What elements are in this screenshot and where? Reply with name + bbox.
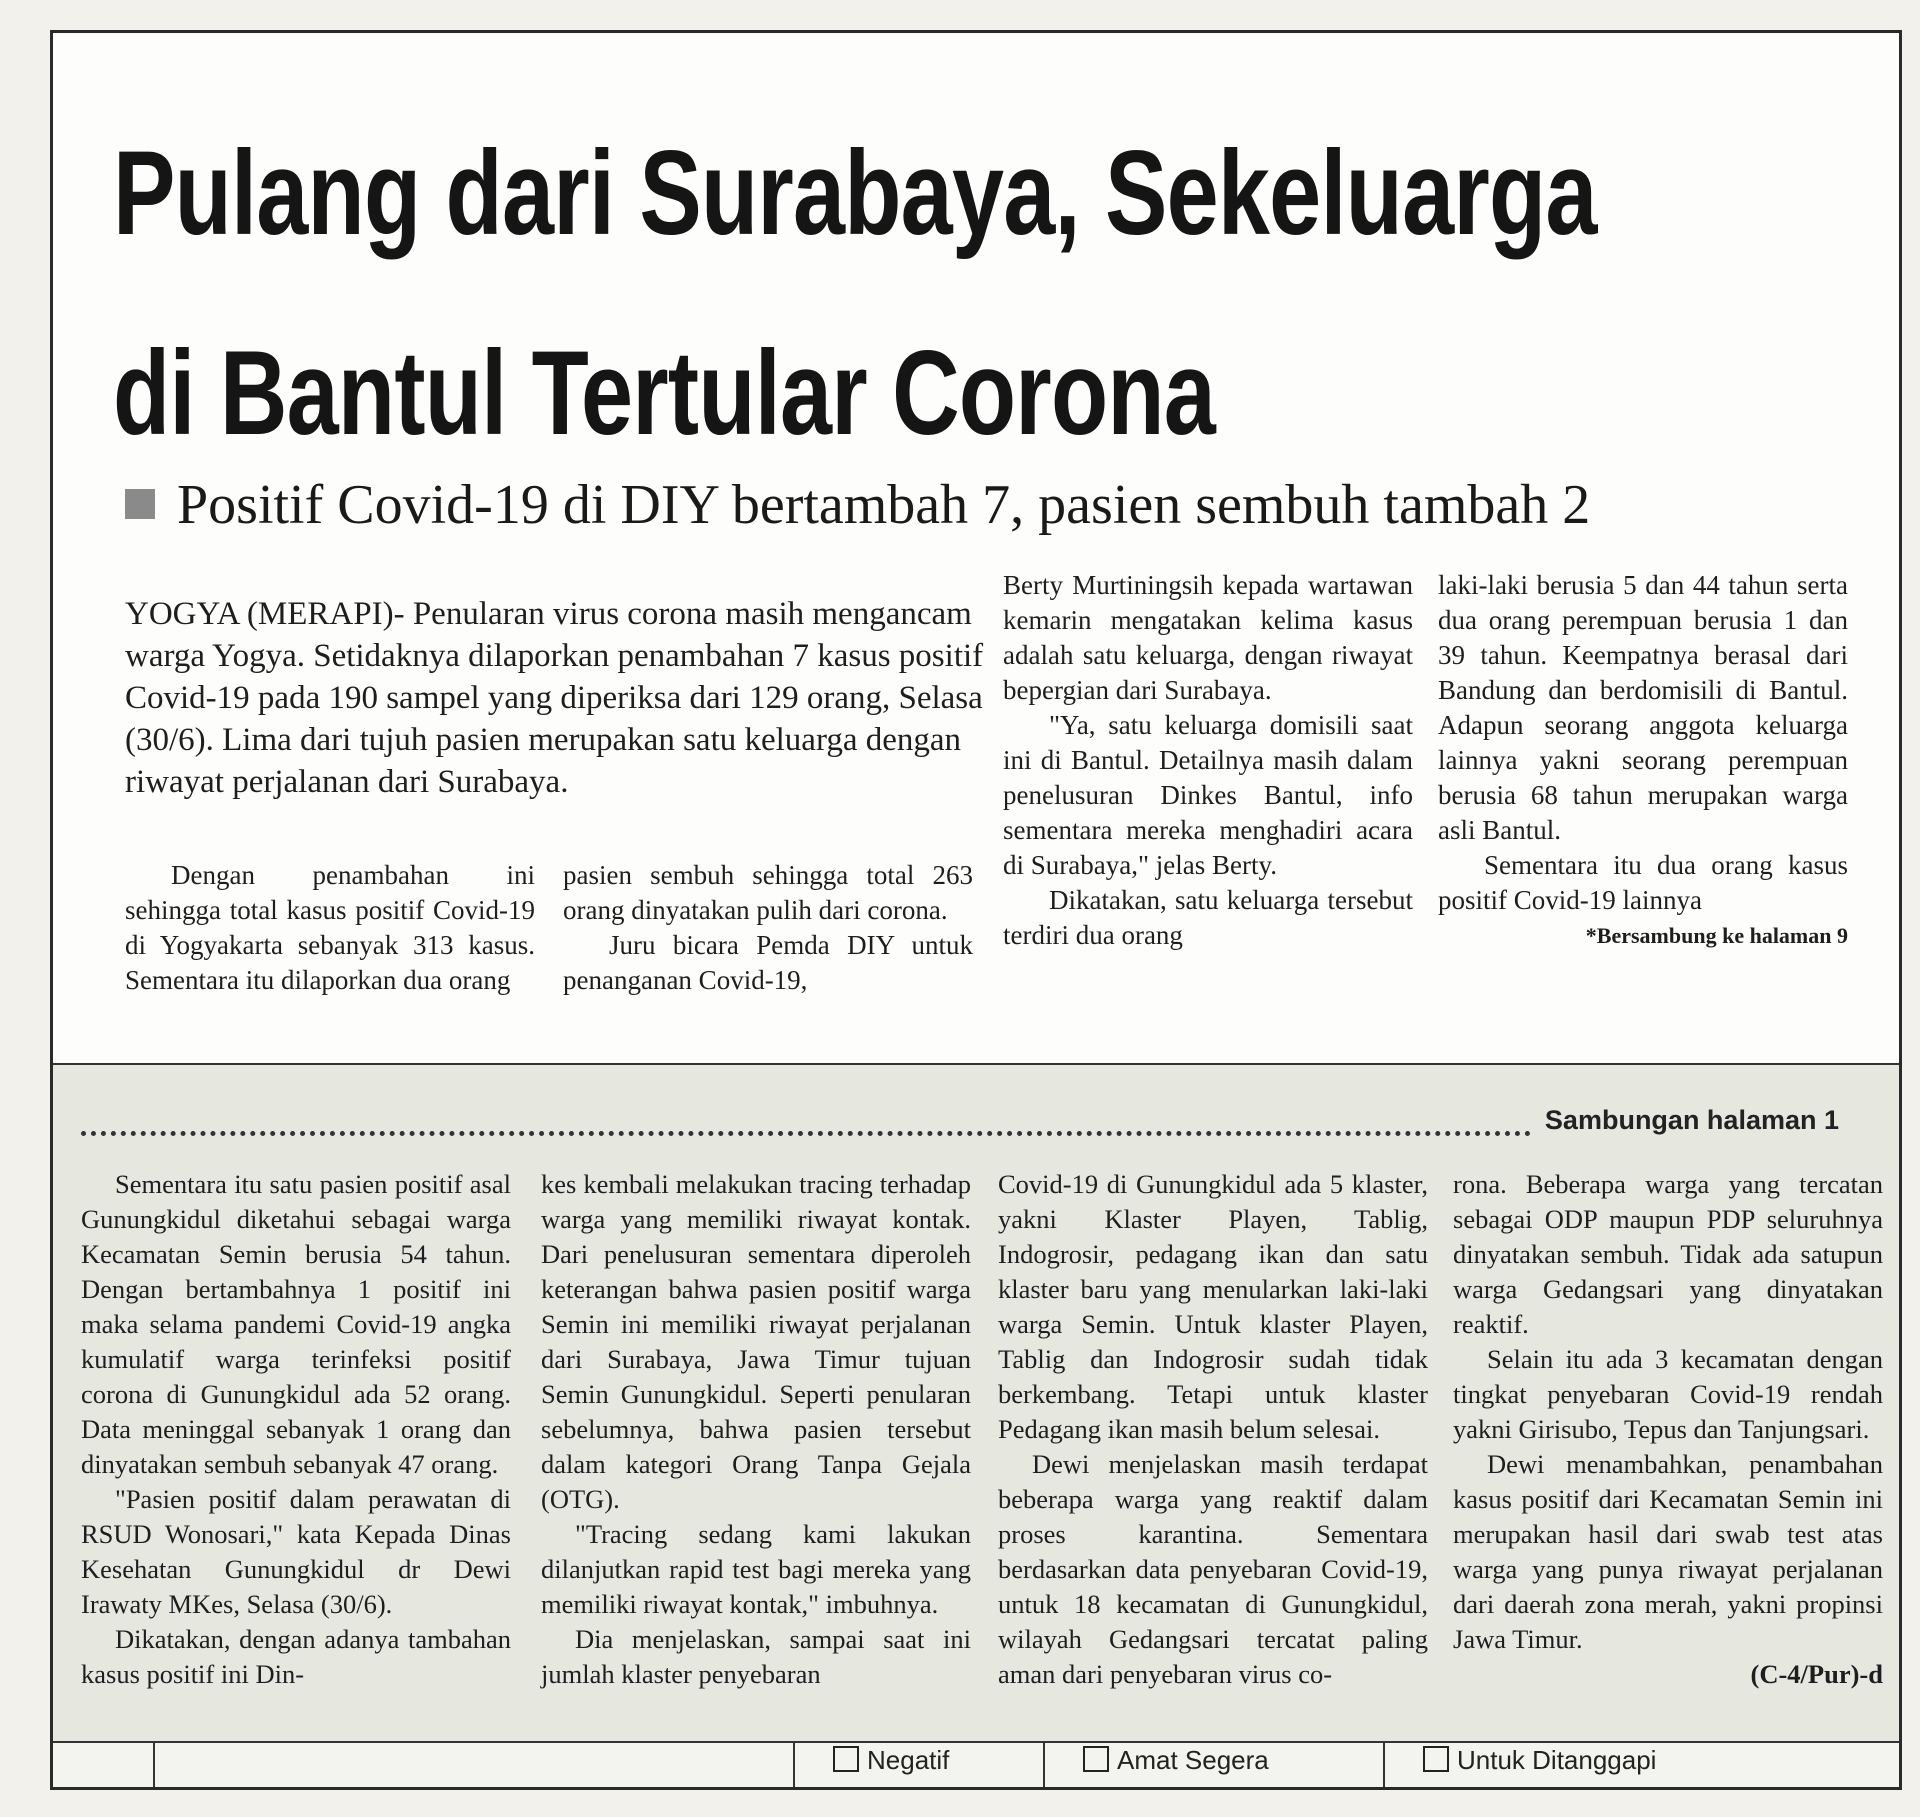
column-divider	[793, 1743, 795, 1787]
subheadline	[125, 473, 1590, 537]
headline-line-2: di Bantul Tertular Corona	[113, 326, 1216, 460]
article-paragraph: kes kembali melakukan tracing terhadap warga yang memiliki riwayat kontak. Dari penelusuran sementara diperoleh keterangan bahwa pasien positif warga Semin ini memiliki riwayat perjalanan dari Surabaya, Jawa Timur tujuan Semin Gunungkidul. Seperti penularan sebelumnya, bahwa pasien tersebut dalam kategori Orang Tanpa Gejala (OTG).	[541, 1169, 971, 1514]
article-paragraph: "Ya, satu keluarga domisili saat ini di Bantul. Detailnya masih dalam penelusuran Dinkes Bantul, info sementara mereka menghadiri acara di Surabaya," jelas Berty.	[1003, 710, 1413, 880]
article-paragraph: Dikatakan, dengan adanya tambahan kasus positif ini Din-	[81, 1624, 511, 1689]
checkbox-negatif[interactable]	[833, 1745, 949, 1776]
form-footer	[53, 1741, 1899, 1787]
continuation-column-1	[81, 1167, 511, 1692]
checkbox-label: Negatif	[867, 1745, 950, 1775]
article-column-3	[1003, 568, 1413, 953]
article-paragraph: Berty Murtiningsih kepada wartawan kemarin mengatakan kelima kasus adalah satu keluarga, dengan riwayat bepergian dari Surabaya.	[1003, 570, 1413, 705]
checkbox-label: Untuk Ditanggapi	[1457, 1745, 1657, 1775]
newspaper-clipping	[50, 30, 1902, 1790]
headline-line-1: Pulang dari Surabaya, Sekeluarga	[113, 126, 1597, 260]
checkbox-icon	[1083, 1746, 1109, 1772]
continued-note: *Bersambung ke halaman 9	[1585, 923, 1848, 948]
article-paragraph: rona. Beberapa warga yang tercatan sebagai ODP maupun PDP seluruhnya dinyatakan sembuh. Tidak ada satupun warga Gedangsari yang dinyatakan reaktif.	[1453, 1169, 1883, 1339]
column-divider	[1043, 1743, 1045, 1787]
continuation-section	[53, 1063, 1899, 1787]
article-paragraph: Dewi menjelaskan masih terdapat beberapa warga yang reaktif dalam proses karantina. Sementara berdasarkan data penyebaran Covid-19, untuk 18 kecamatan di Gunungkidul, wilayah Gedangsari tercatat paling aman dari penyebaran virus co-	[998, 1449, 1428, 1689]
dotted-divider	[81, 1131, 1641, 1136]
article-column-1	[125, 858, 535, 998]
checkbox-label: Amat Segera	[1117, 1745, 1269, 1775]
author-credit: (C-4/Pur)-d	[1750, 1659, 1883, 1689]
article-paragraph: laki-laki berusia 5 dan 44 tahun serta dua orang perempuan berusia 1 dan 39 tahun. Keempatnya berasal dari Bandung dan berdomisili di Bantul. Adapun seorang anggota keluarga lainnya yakni seorang perempuan berusia 68 tahun merupakan warga asli Bantul.	[1438, 570, 1848, 845]
article-paragraph: pasien sembuh sehingga total 263 orang dinyatakan pulih dari corona.	[563, 860, 973, 925]
article-column-4	[1438, 568, 1848, 953]
subheadline-text: Positif Covid-19 di DIY bertambah 7, pasien sembuh tambah 2	[177, 474, 1591, 536]
article-paragraph: Dewi menambahkan, penambahan kasus positif dari Kecamatan Semin ini merupakan hasil dari swab test atas warga yang punya riwayat perjalanan dari daerah zona merah, yakni propinsi Jawa Timur.	[1453, 1449, 1883, 1654]
square-bullet-icon	[125, 489, 155, 519]
article-paragraph: Dia menjelaskan, sampai saat ini jumlah klaster penyebaran	[541, 1624, 971, 1689]
article-paragraph: "Pasien positif dalam perawatan di RSUD Wonosari," kata Kepada Dinas Kesehatan Gunungkidul dr Dewi Irawaty MKes, Selasa (30/6).	[81, 1484, 511, 1619]
article-paragraph: "Tracing sedang kami lakukan dilanjutkan rapid test bagi mereka yang memiliki riwayat kontak," imbuhnya.	[541, 1519, 971, 1619]
article-paragraph: Sementara itu dua orang kasus positif Covid-19 lainnya	[1438, 850, 1848, 915]
article-column-2	[563, 858, 973, 998]
article-top-section	[53, 33, 1899, 1063]
checkbox-icon	[1423, 1746, 1449, 1772]
column-divider	[1383, 1743, 1385, 1787]
continuation-label: Sambungan halaman 1	[1533, 1105, 1839, 1136]
article-paragraph: Dikatakan, satu keluarga tersebut terdiri dua orang	[1003, 885, 1413, 950]
article-paragraph: Sementara itu satu pasien positif asal Gunungkidul diketahui sebagai warga Kecamatan Semin berusia 54 tahun. Dengan bertambahnya 1 positif ini maka selama pandemi Covid-19 angka kumulatif warga terinfeksi positif corona di Gunungkidul ada 52 orang. Data meninggal sebanyak 1 orang dan dinyatakan sembuh sebanyak 47 orang.	[81, 1169, 511, 1479]
article-paragraph: Dengan penambahan ini sehingga total kasus positif Covid-19 di Yogyakarta sebanyak 313 kasus. Sementara itu dilaporkan dua orang	[125, 860, 535, 995]
checkbox-untuk-ditanggapi[interactable]	[1423, 1745, 1656, 1776]
lead-paragraph: YOGYA (MERAPI)- Penularan virus corona masih mengancam warga Yogya. Setidaknya dilaporkan penambahan 7 kasus positif Covid-19 pada 190 sampel yang diperiksa dari 129 orang, Selasa (30/6). Lima dari tujuh pasien merupakan satu keluarga dengan riwayat perjalanan dari Surabaya.	[125, 596, 984, 800]
continuation-column-4	[1453, 1167, 1883, 1692]
continuation-column-2	[541, 1167, 971, 1692]
continuation-column-3	[998, 1167, 1428, 1692]
article-paragraph: Covid-19 di Gunungkidul ada 5 klaster, yakni Klaster Playen, Tablig, Indogrosir, pedagang ikan dan satu klaster baru yang menularkan laki-laki warga Semin. Untuk klaster Playen, Tablig dan Indogrosir sudah tidak berkembang. Tetapi untuk klaster Pedagang ikan masih belum selesai.	[998, 1169, 1428, 1444]
article-paragraph: Juru bicara Pemda DIY untuk penanganan Covid-19,	[563, 930, 973, 995]
column-divider	[153, 1743, 155, 1787]
article-paragraph: Selain itu ada 3 kecamatan dengan tingkat penyebaran Covid-19 rendah yakni Girisubo, Tepus dan Tanjungsari.	[1453, 1344, 1883, 1444]
checkbox-icon	[833, 1746, 859, 1772]
headline	[113, 93, 1597, 493]
checkbox-amat-segera[interactable]	[1083, 1745, 1269, 1776]
